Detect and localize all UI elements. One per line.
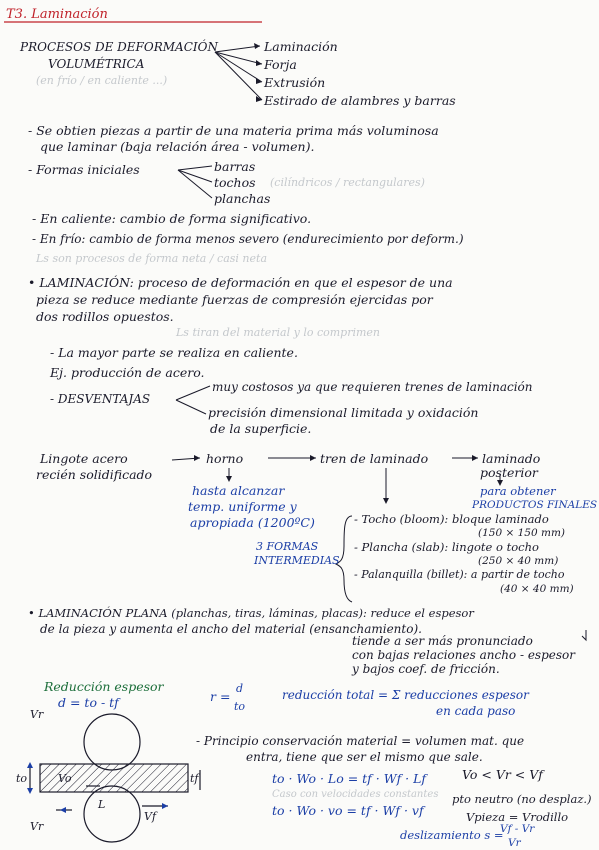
- ingot-line2: recién solidificado: [36, 467, 153, 482]
- total-reduction: reducción total = Σ reducciones espesor: [282, 688, 529, 702]
- disadvantage-item: muy costosos ya que requieren trenes de laminación: [212, 380, 533, 394]
- initial-form: tochos: [214, 175, 256, 190]
- later-note: para obtener: [480, 484, 556, 498]
- r-numerator: d: [236, 682, 244, 695]
- general-line2: que laminar (baja relación área - volumen).: [40, 139, 315, 154]
- vr-bottom-label: Vr: [30, 820, 44, 833]
- general-line1: - Se obtien piezas a partir de una materia prima más voluminosa: [28, 123, 439, 138]
- vo-label: Vo: [58, 772, 72, 785]
- slip-denominator: Vr: [508, 837, 521, 849]
- lamination-def-line1: • LAMINACIÓN: proceso de deformación en que el espesor de una: [28, 275, 453, 290]
- slip-label: deslizamiento s =: [400, 828, 504, 842]
- tf-label: tf: [190, 772, 199, 785]
- hot-working: - En caliente: cambio de forma significativo.: [32, 211, 312, 226]
- to-label: to: [16, 772, 28, 785]
- intermediate-dims: (250 × 40 mm): [478, 555, 559, 567]
- flat-note: con bajas relaciones ancho - espesor: [352, 648, 575, 662]
- flat-note: y bajos coef. de fricción.: [352, 662, 500, 676]
- example: Ej. producción de acero.: [50, 365, 205, 380]
- process-item: Estirado de alambres y barras: [264, 93, 456, 108]
- lamination-faint-note: Ls tiran del material y lo comprimen: [176, 326, 381, 339]
- later-rolling: posterior: [480, 465, 538, 480]
- intermediate-dims: (150 × 150 mm): [478, 527, 565, 539]
- initial-form: barras: [214, 159, 256, 174]
- intermediate-label: 3 FORMAS: [256, 540, 319, 553]
- vr-top-label: Vr: [30, 708, 44, 721]
- process-item: Extrusión: [264, 75, 326, 90]
- intermediate-form: - Plancha (slab): lingote o tocho: [354, 540, 539, 554]
- general-faint-note: Ls son procesos de forma neta / casi neta: [36, 252, 268, 265]
- intermediate-label: INTERMEDIAS: [254, 554, 340, 567]
- volume-equation: to · Wo · Lo = tf · Wf · Lf: [272, 771, 427, 786]
- mostly-hot: - La mayor parte se realiza en caliente.: [50, 345, 298, 360]
- initial-forms-label: - Formas iniciales: [28, 162, 140, 177]
- faint-eq-note: Caso con velocidades constantes: [272, 789, 439, 800]
- intermediate-form: - Tocho (bloom): bloque laminado: [354, 512, 549, 526]
- reduction-label: Reducción espesor: [44, 679, 164, 694]
- disadvantages-label: - DESVENTAJAS: [50, 392, 151, 406]
- tochos-note: (cilíndricos / rectangulares): [270, 176, 425, 189]
- flat-line2: de la pieza y aumenta el ancho del material (ensanchamiento).: [40, 622, 422, 636]
- flow-equation: to · Wo · vo = tf · Wf · vf: [272, 803, 424, 818]
- r-denominator: to: [234, 700, 246, 713]
- oven-note: apropiada (1200ºC): [190, 515, 315, 530]
- vf-label: Vf: [144, 810, 157, 823]
- later-rolling: laminado: [482, 451, 541, 466]
- disadvantage-item: precisión dimensional limitada y oxidación: [208, 405, 479, 420]
- conservation-line1: - Principio conservación material = volumen mat. que: [196, 734, 525, 748]
- oven-note: hasta alcanzar: [192, 483, 285, 498]
- cold-working: - En frío: cambio de forma menos severo (endurecimiento por deform.): [32, 232, 464, 246]
- velocity-order: Vo < Vr < Vf: [462, 767, 543, 782]
- oven-note: temp. uniforme y: [188, 499, 297, 514]
- process-item: Forja: [264, 57, 297, 72]
- later-note: PRODUCTOS FINALES: [472, 499, 598, 511]
- intermediate-dims: (40 × 40 mm): [500, 583, 574, 595]
- vpieza-equation: Vpieza = Vrodillo: [466, 810, 569, 824]
- overview-faint-note: (en frío / en caliente ...): [36, 74, 168, 87]
- process-item: Laminación: [264, 39, 338, 54]
- overview-title-line2: VOLUMÉTRICA: [48, 57, 145, 71]
- flat-line1: • LAMINACIÓN PLANA (planchas, tiras, láminas, placas): reduce el espesor: [28, 606, 474, 620]
- overview-title-line1: PROCESOS DE DEFORMACIÓN: [20, 40, 218, 54]
- ingot-line1: Lingote acero: [40, 451, 128, 466]
- slip-numerator: Vf - Vr: [500, 823, 535, 835]
- flat-note: tiende a ser más pronunciado: [352, 634, 533, 648]
- neutral-point: pto neutro (no desplaz.): [452, 792, 592, 806]
- intermediate-form: - Palanquilla (billet): a partir de tocho: [354, 568, 565, 581]
- contact-length-label: L: [98, 798, 106, 811]
- disadvantage-item: de la superficie.: [210, 421, 312, 436]
- page-title: T3. Laminación: [6, 7, 108, 22]
- lamination-def-line3: dos rodillos opuestos.: [36, 309, 174, 324]
- rolling-diagram: [30, 714, 200, 842]
- d-equation: d = to - tf: [58, 695, 119, 710]
- mill-train: tren de laminado: [320, 451, 429, 466]
- r-equation: r =: [210, 689, 231, 704]
- initial-form: planchas: [214, 191, 271, 206]
- lamination-def-line2: pieza se reduce mediante fuerzas de compresión ejercidas por: [36, 292, 433, 307]
- conservation-line2: entra, tiene que ser el mismo que sale.: [246, 750, 483, 764]
- oven: horno: [206, 451, 244, 466]
- total-reduction-2: en cada paso: [436, 704, 516, 718]
